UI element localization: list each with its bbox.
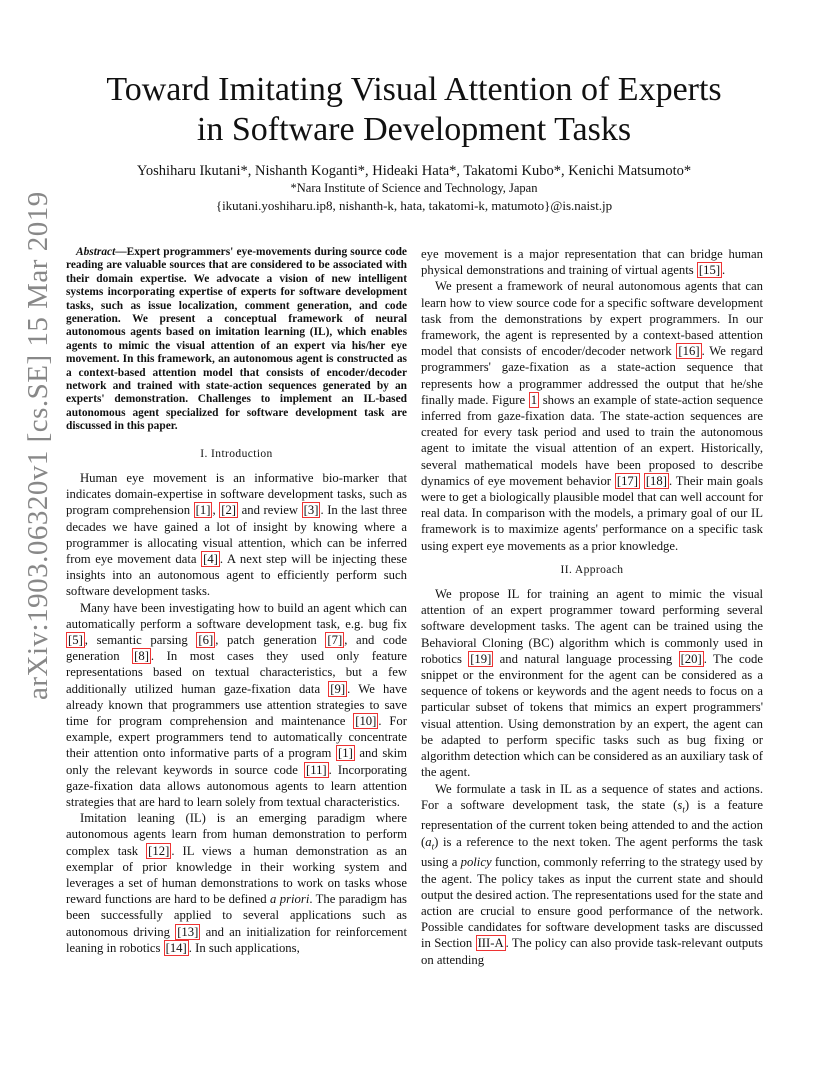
citation-link[interactable]: [12] <box>148 843 170 858</box>
paragraph: Human eye movement is an informative bio-marker that indicates domain-expertise in software development tasks, such as program comprehension [1] , [2] and review [3] . In the last three decades we have gained a lot of insight by knowing where a programmer is allocating visual attention, which can be inferred from eye movement data [4] . A next step will be injecting these insights into an autonomous agent to efficiently perform such software development tasks. <box>66 470 408 599</box>
abstract <box>66 246 407 434</box>
citation-link[interactable]: [15] <box>698 263 721 278</box>
title-line-1: Toward Imitating Visual Attention of Experts <box>106 71 722 108</box>
arxiv-watermark: arXiv:1903.06320v1 [cs.SE] 15 Mar 2019 <box>22 191 54 700</box>
left-paragraphs <box>66 470 407 956</box>
subscript: t <box>431 841 435 852</box>
italic-text: a priori <box>270 892 310 907</box>
citation-link[interactable]: [5] <box>68 632 83 647</box>
emails: {ikutani.yoshiharu.ip8, nishanth-k, hata, takatomi-k, matumoto}@is.naist.jp <box>215 198 613 213</box>
paragraph: We propose IL for training an agent to mimic the visual attention of an expert programmer toward performing several software development tasks. The agent can be trained using the Behavioral Cloning (BC) algorithm which is commonly used in robotics [19] and natural language processing [20] . The code snippet or the environment for the agent can be considered as a sequence of tokens or keywords and the agent needs to focus on a particular subset of tokens that mimics an expert programmers' visual attention. Using demonstration by an expert, the agent can be adapted to perform specific tasks such as bug fixing or algorithm detection which can be considered as an auxiliary task of the agent. <box>421 587 763 780</box>
right-column <box>421 246 763 968</box>
citation-link[interactable]: [6] <box>198 632 214 647</box>
citation-link[interactable]: III-A <box>477 936 504 951</box>
right-paragraphs-bottom <box>421 586 763 968</box>
citation-link[interactable]: [10] <box>355 713 377 728</box>
paragraph: Imitation leaning (IL) is an emerging paradigm where autonomous agents learn from human demonstration to perform complex task [12] . IL views a human demonstration as an exemplar of prior knowledge in their working system and leverages a set of human demonstrations to work on tasks whose reward functions are hard to be defined a priori. The paradigm has been successfully applied to several applications such as autonomous driving [13] and an initialization for reinforcement leaning in robotics [14] . In such applications, <box>66 811 407 955</box>
citation-link[interactable]: [18] <box>645 473 667 488</box>
citation-link[interactable]: [4] <box>203 551 218 566</box>
section-1-heading: I. Introduction <box>200 447 273 460</box>
citation-link[interactable]: [14] <box>165 940 187 955</box>
citation-link[interactable]: [1] <box>338 746 353 761</box>
abstract-text: —Expert programmers' eye-movements during source code reading are valuable sources that are considered to be associated with their domain expertise. We advocate a vision of new intelligent systems incorporating expertise of experts for software development tasks, such as issue localization, comment generation, and code generation. We present a conceptual framework of neural autonomous agents based on imitation learning (IL), which enables agents to mimic the visual attention of an expert via his/her eye movement. In this framework, an autonomous agent is constructed as a context-based attention model that consists of encoder/decoder network and trained with state-action sequences generated by an experts' demonstration. Challenges to implement an IL-based autonomous agent specialized for software development task are discussed in this paper. <box>66 246 407 433</box>
italic-text: policy <box>460 855 492 870</box>
title-line-2: in Software Development Tasks <box>196 111 632 148</box>
citation-link[interactable]: [9] <box>330 681 346 696</box>
citation-link[interactable]: [3] <box>303 503 319 518</box>
section-2-heading: II. Approach <box>560 563 624 576</box>
italic-text: a <box>425 834 432 849</box>
abstract-label: Abstract <box>76 246 116 258</box>
citation-link[interactable]: [2] <box>221 503 237 518</box>
citation-link[interactable]: 1 <box>530 392 538 407</box>
italic-text: s <box>677 797 683 812</box>
paper-title <box>60 70 768 150</box>
citation-link[interactable]: [11] <box>305 762 327 777</box>
paragraph: We present a framework of neural autonomous agents that can learn how to view source code for a specific software development task from the demonstrations by expert programmers. In our framework, the agent is represented by a context-based attention model that consists of encoder/decoder network [16] . We regard programmers' gaze-fixation as a state-action sequence that represents how a programmer addressed the output that he/she finally made. Figure 1 shows an example of state-action sequence inferred from gaze-fixation data. The state-action sequences are created for every task period and used to train the autonomous agent to imitate the visual attention of an expert. Historically, several mathematical models have been proposed to describe dynamics of eye movement behavior [17] [18] . Their main goals were to get a biologically plausible model that can well account for real data. In comparison with the models, a primary goal of our IL framework is to maximize agents' performance on a specific task using expert eye movements as a prior knowledge. <box>421 279 764 553</box>
paragraph: We formulate a task in IL as a sequence of states and actions. For a software development task, the state $(s_t)$ is a feature representation of the current token being attended to and the action $(a_t)$ is a reference to the next token. The agent performs the task using a policy function, commonly referring to the strategy used by the agent. The policy takes as input the current state and should output the desired action. The representations used for the state and action are crucial to ensure good performance of the network. Possible candidates for software development tasks are discussed in Section III-A . The policy can also provide task-relevant outputs on attending <box>421 781 763 967</box>
right-paragraphs-top <box>421 246 763 554</box>
left-column <box>66 246 407 956</box>
authors: Yoshiharu Ikutani*, Nishanth Koganti*, Hideaki Hata*, Takatomi Kubo*, Kenichi Matsumoto* <box>136 163 692 179</box>
citation-link[interactable]: [19] <box>470 651 492 666</box>
affiliation: *Nara Institute of Science and Technology, Japan <box>290 181 538 195</box>
paragraph: eye movement is a major representation that can bridge human physical demonstrations and training of virtual agents [15] . <box>421 247 763 278</box>
citation-link[interactable]: [7] <box>327 632 343 647</box>
citation-link[interactable]: [1] <box>195 503 211 518</box>
subscript: t <box>682 804 685 815</box>
paragraph: Many have been investigating how to build an agent which can automatically perform a software development task, e.g. bug fix [5] , semantic parsing [6] , patch generation [7] , and code generation [8] . In most cases they used only feature representations based on textual characteristics, but a few additionally utilized human gaze-fixation data [9] . We have already known that programmers use attention strategies to save time for program comprehension and maintenance [10] . For example, expert programmers tend to automatically concentrate their attention onto informative parts of a program [1] and skim only the relevant keywords in source code [11] . Incorporating gaze-fixation data allows autonomous agents to learn attention strategies that are hard to learn solely from textual characteristics. <box>66 600 408 809</box>
citation-link[interactable]: [20] <box>680 651 702 666</box>
citation-link[interactable]: [16] <box>678 344 700 359</box>
citation-link[interactable]: [8] <box>134 649 149 664</box>
citation-link[interactable]: [13] <box>177 924 199 939</box>
citation-link[interactable]: [17] <box>616 473 638 488</box>
